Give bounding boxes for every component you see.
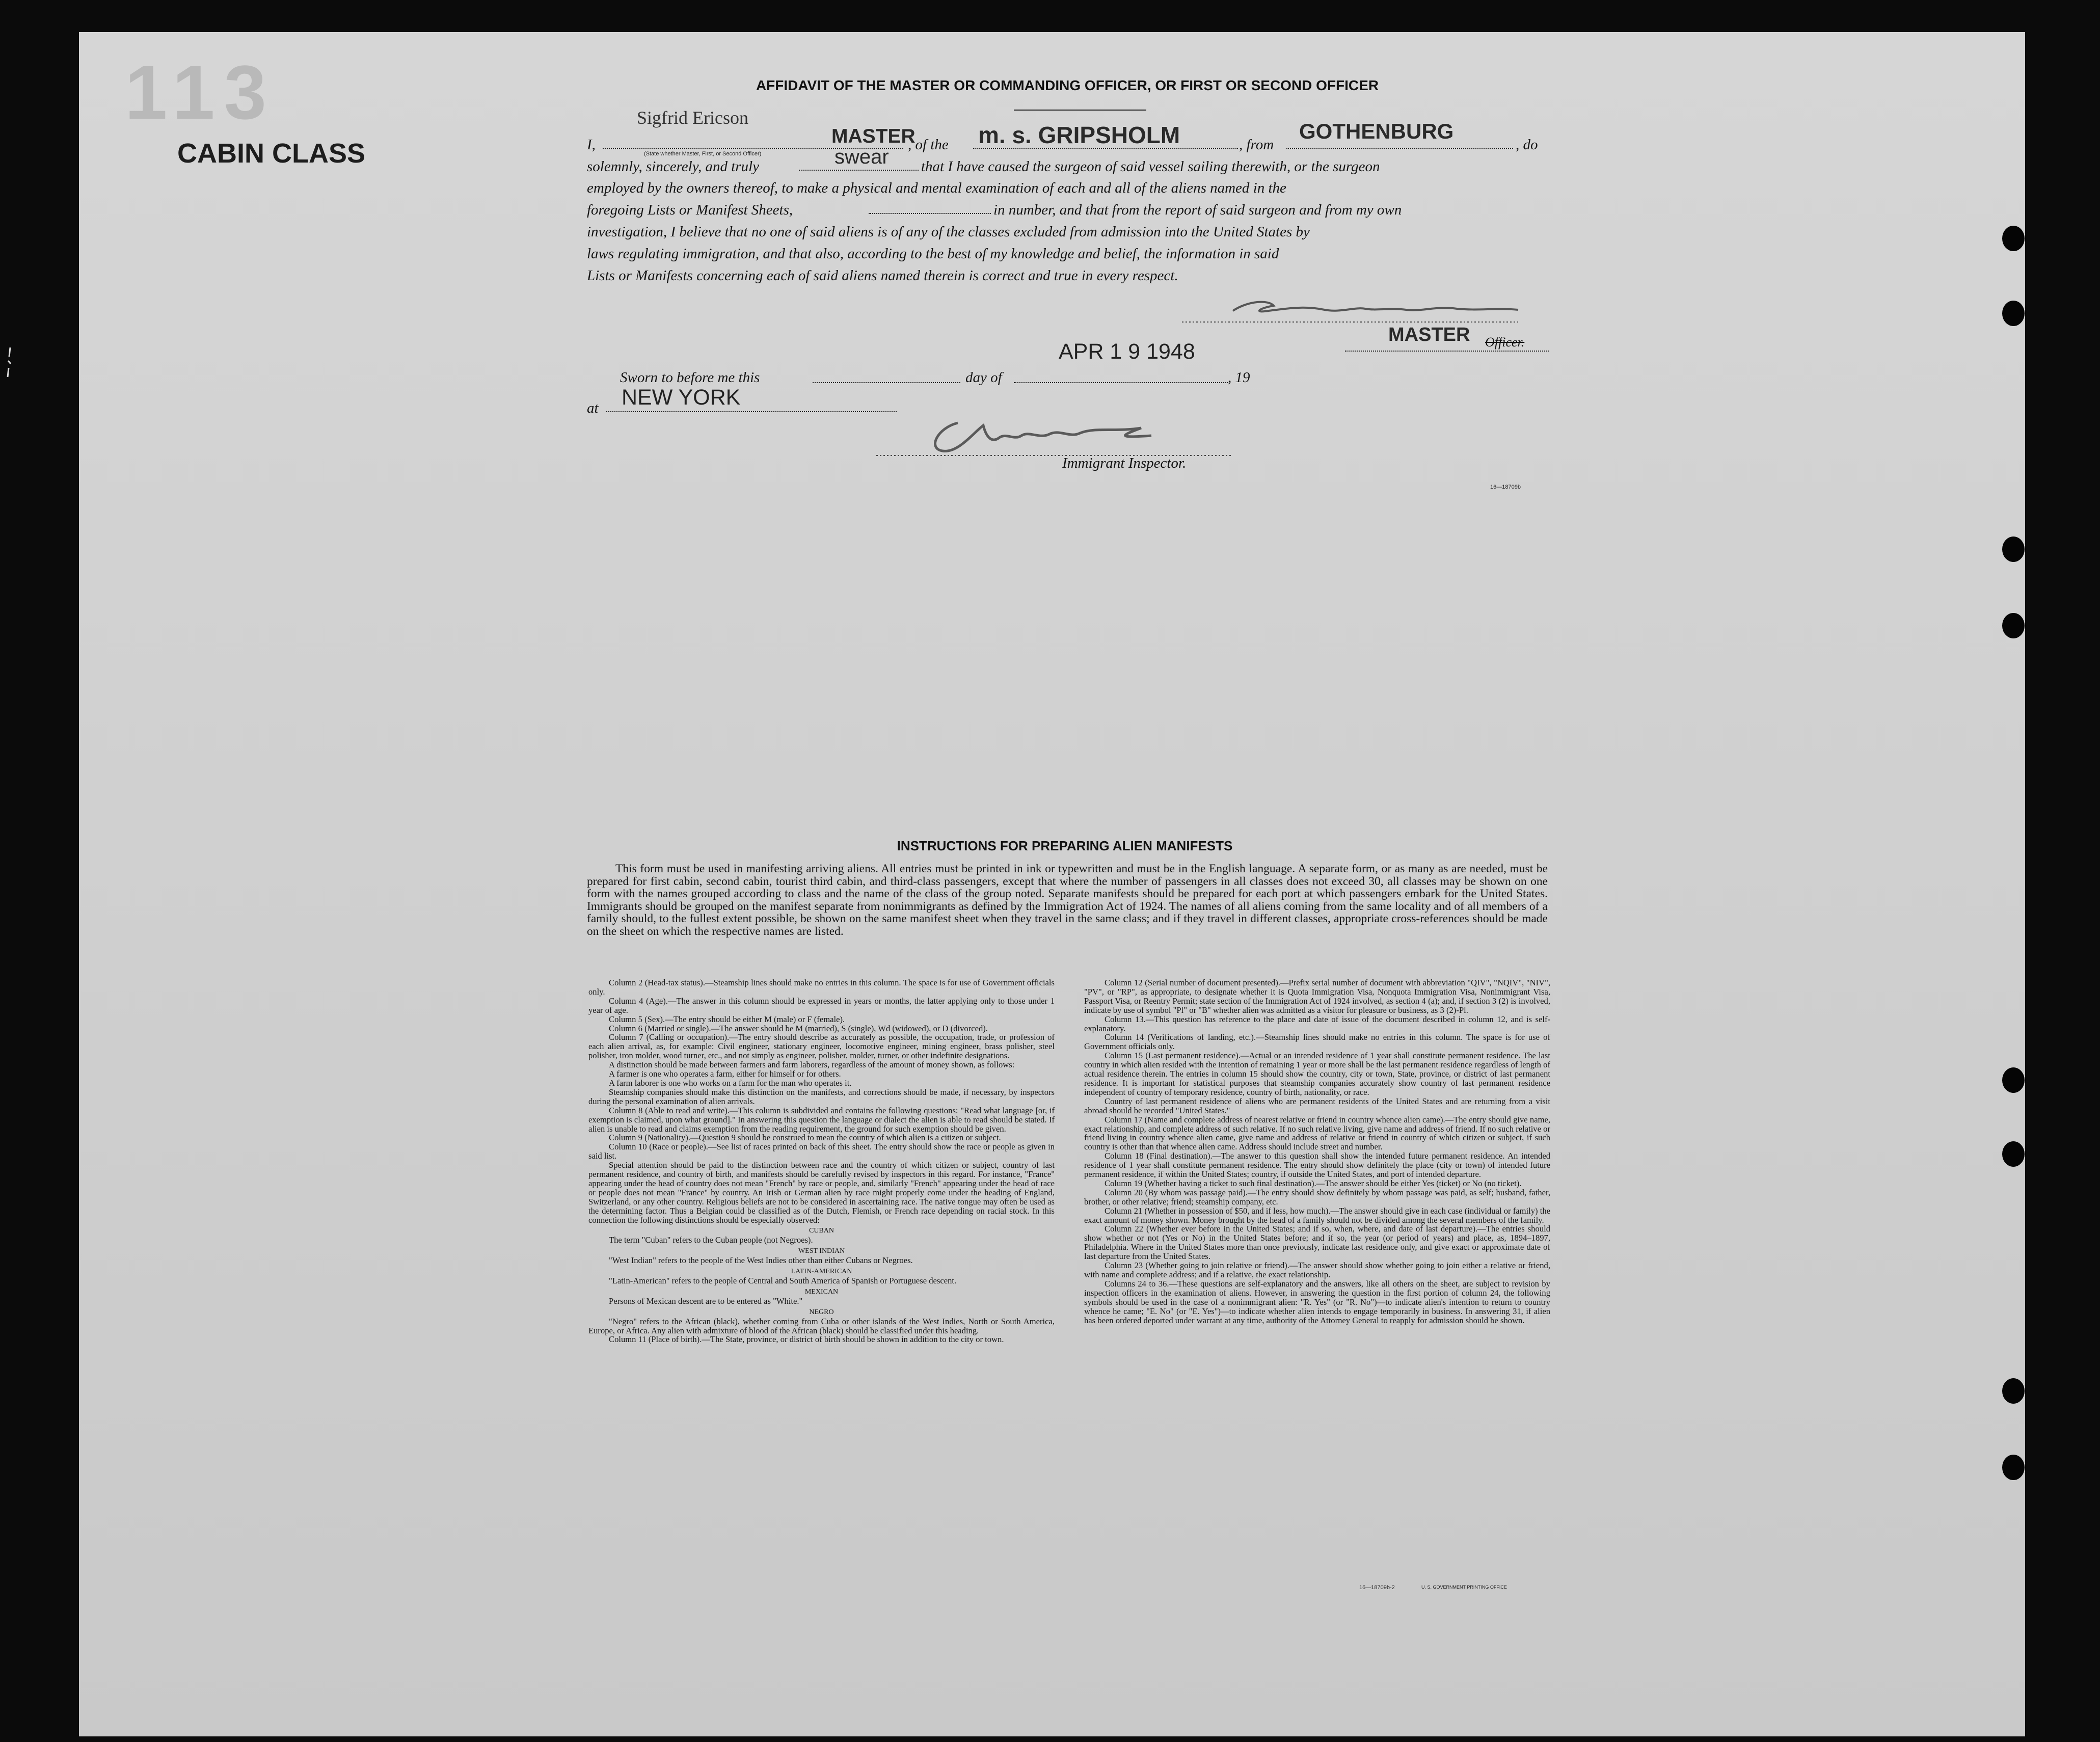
punch-hole [2002,226,2025,251]
instruction-paragraph: Column 14 (Verifications of landing, etc.).—Steamship lines should make no entries in this column. The space is for use of Government officials only. [1084,1032,1550,1052]
month-line [1014,382,1228,383]
instruction-paragraph: Column 19 (Whether having a ticket to such final destination).—The answer should be either Yes (ticket) or No (no ticket). [1105,1178,1522,1188]
date-stamp: APR 1 9 1948 [1059,339,1195,364]
instruction-paragraph: Column 7 (Calling or occupation).—The entry should describe as accurately as possible, the occupation, trade, or profession of each alien arrival, as, for example: Civil engineer, stationary engineer, locomotive engineer, mining engineer, brass polisher, steel polisher, iron molder, wood turner, etc., and not simply as engineer, polisher, molder, turner, or other indefinite designations. [588,1032,1055,1061]
at-text: at [587,400,599,416]
punch-hole [2002,537,2025,562]
port-line [1286,148,1513,149]
instruction-paragraph: Column 12 (Serial number of document presented).—Prefix serial number of document with abbreviation "QIV", "NQIV", "NIV", "PV", or "RP", as appropriate, to designate whether it is Quota Immigration Visa, Nonquota Immigration Visa, Nonimmigrant Visa, Passport Visa, or Reentry Permit; state section of the Immigration Act of 1924 involved, as section 4 (a); and, if section 3 (2) is involved, indicate by use of symbol "Pl" or "B" whether alien was admitted as a visitor for pleasure or business, as 3 (2)-Pl. [1084,978,1550,1015]
oath-line [799,170,919,171]
section-heading: NEGRO [809,1308,834,1316]
day-of-text: day of [965,369,1002,386]
punch-hole [2002,1141,2025,1167]
instruction-paragraph: Column 21 (Whether in possession of $50, and if less, how much).—The answer should give in each case (individual or family) the exact amount of money shown. Money brought by the head of a family should not be divided among the several members of the family. [1084,1205,1550,1225]
punch-hole [2002,1378,2025,1404]
instruction-paragraph: Column 2 (Head-tax status).—Steamship lines should make no entries in this column. The space is for use of Government officials only. [588,978,1055,997]
instruction-paragraph: Column 13.—This question has reference to the place and date of issue of the document described in column 12, and is self-explanatory. [1084,1014,1550,1033]
year-text: , 19 [1228,369,1250,386]
instruction-paragraph: "West Indian" refers to the people of the West Indies other than either Cubans or Negroes. [609,1255,913,1266]
affidavit-line-2a: solemnly, sincerely, and truly [587,158,760,175]
instruction-paragraph: Columns 24 to 36.—These questions are self-explanatory and the answers, like all others on the sheet, are subject to revision by inspection officers in the examination of aliens. However, in answering the question in the first portion of column 24, the following symbols should be used in the case of a nonimmigrant alien: "R. Yes" (or "R. No")—to indicate alien's intention to return to country whence he came; "E. No" (or "E. Yes")—to indicate whether alien intends to engage temporarily in business. In answering 31, if alien has been ordered deported under warrant at any time, authority of the Attorney General to reapply for admission should be shown. [1084,1278,1550,1325]
instructions-title: INSTRUCTIONS FOR PREPARING ALIEN MANIFESTS [897,838,1233,853]
section-heading: CUBAN [809,1227,834,1235]
instruction-paragraph: "Latin-American" refers to the people of Central and South America of Spanish or Portuguese descent. [609,1276,957,1285]
form-code: 16—18709b [1490,484,1521,490]
instruction-paragraph: Column 15 (Last permanent residence).—Actual or an intended residence of 1 year shall constitute permanent residence. The last country in which alien resided with the intention of remaining 1 year or more shall be the last permanent residence regardless of length of actual residence therein. The entries in column 15 should show the country, city or town, State, province, or district of last permanent residence. It is important for statistical purposes that steamship companies accurately show country of last permanent residence independent of country of temporary residence, country of birth, nationality, or race. [1084,1051,1550,1097]
instruction-paragraph: Country of last permanent residence of aliens who are permanent residents of the United States and are returning from a visit abroad should be recorded "United States." [1084,1096,1550,1115]
instruction-paragraph: The term "Cuban" refers to the Cuban people (not Negroes). [609,1235,813,1245]
oath-word: swear [834,146,889,168]
officer-name: Sigfrid Ericson [637,108,748,128]
margin-mark [6,346,13,382]
affidavit-title: AFFIDAVIT OF THE MASTER OR COMMANDING OFFICER, OR FIRST OR SECOND OFFICER [756,77,1379,93]
sworn-text: Sworn to before me this [620,369,760,386]
section-heading: LATIN-AMERICAN [791,1268,852,1276]
punch-hole [2002,1455,2025,1480]
affidavit-line-4a: foregoing Lists or Manifest Sheets, [587,202,793,218]
page-number: 113 [125,49,276,135]
section-heading: WEST INDIAN [798,1247,845,1255]
instruction-paragraph: Persons of Mexican descent are to be entered as "White." [609,1296,803,1306]
instruction-paragraph: Column 22 (Whether ever before in the United States; and if so, when, where, and date of last departure).—The entries should show whether or not (Yes or No) in the United States before; and if so, the year (or period of years) and place, as, 1894–1897, Philadelphia. Where in the United States more than once previously, indicate last residence only, and give exact or approximate date of last departure from the United States. [1084,1224,1550,1262]
from-text: , from [1239,137,1274,153]
place-line [606,411,897,412]
section-heading: MEXICAN [804,1288,839,1296]
affidavit-line-2b: that I have caused the surgeon of said vessel sailing therewith, or the surgeon [921,158,1380,175]
footer-form-code: 16—18709b-2 [1359,1585,1395,1591]
instruction-paragraph: Steamship companies should make this distinction on the manifests, and corrections should be made, if necessary, by inspectors during the personal examination of alien arrivals. [588,1087,1055,1106]
signature-title: MASTER [1388,324,1470,345]
rank-note: (State whether Master, First, or Second Officer) [644,151,762,157]
punch-hole [2002,1067,2025,1093]
departure-port: GOTHENBURG [1299,119,1454,143]
instruction-paragraph: A distinction should be made between farmers and farm laborers, regardless of the amount of money shown, as follows: [609,1060,1015,1070]
instruction-paragraph: Column 6 (Married or single).—The answer should be M (married), S (single), Wd (widowed), or D (divorced). [609,1023,988,1033]
vessel-name: m. s. GRIPSHOLM [978,122,1180,148]
instructions-intro: This form must be used in manifesting arriving aliens. All entries must be printed in ink or typewritten and must be in the English language. A separate form, or as many as are needed, must be prepared for first cabin, second cabin, tourist third cabin, and third-class passengers, except that where the number of passengers in all classes does not exceed 30, all classes may be shown on one form with the names grouped according to class and the name of the class of the group noted. Separate manifests should be prepared for each port at which passengers embark for the United States. Immigrants should be grouped on the manifest separate from nonimmigrants as defined by the Immigration Act of 1924. The names of all aliens coming from the same locality and of all members of a family should, to the fullest extent possible, be shown on the same manifest sheet when they travel in the same class; and if they travel in different classes, appropriate cross-references should be made on the sheet on which the respective names are listed. [587,862,1548,938]
day-line [813,382,960,383]
instruction-paragraph: Column 4 (Age).—The answer in this column should be expressed in years or months, the latter applying only to those under 1 year of age. [588,996,1055,1015]
instruction-paragraph: Special attention should be paid to the distinction between race and the country of which citizen or subject, country of last permanent residence, and country of birth, and manifests should be carefully revised by inspectors in this regard. For instance, "France" appearing under the head of country does not mean "French" by race or people, and, similarly "French" appearing under the head of race or people does not mean "France" by country. An Irish or German alien by race might properly come under the heading of England, Switzerland, or any other country. Religious beliefs are not to be considered in ascertaining race. The native tongue may often be used as the determining factor. Thus a Belgian could be classified as of the Dutch, Flemish, or French race depending on racial stock. In this connection the following distinctions should be especially observed: [588,1160,1055,1225]
instructions-right-column [1084,978,1550,1325]
punch-hole [2002,613,2025,638]
cabin-class-label: CABIN CLASS [177,138,366,169]
instructions-left-column [588,978,1055,1344]
instruction-paragraph: Column 11 (Place of birth).—The State, province, or district of birth should be shown in addition to the city or town. [609,1334,1004,1345]
title-line [1345,351,1549,352]
rank-typed: MASTER [831,125,916,147]
affidavit-line-3: employed by the owners thereof, to make a physical and mental examination of each and all of the aliens named in the [587,180,1286,196]
master-signature [1172,290,1528,331]
instruction-paragraph: Column 17 (Name and complete address of nearest relative or friend in country whence alien came).—The entry should give name, exact relationship, and complete address of such relative. If no such relative living, give name and address of friend. If no such relative or friend living in country whence alien came, give name and address of relative or friend in country of which citizen or subject, if such country is other than that whence alien came. Address should include street and number. [1084,1114,1550,1152]
affidavit-line-6: laws regulating immigration, and that also, according to the best of my knowledge and belief, the information in said [587,246,1279,262]
footer-printing-office: U. S. GOVERNMENT PRINTING OFFICE [1421,1585,1507,1590]
affidavit-i: I, [587,137,596,153]
instruction-paragraph: Column 20 (By whom was passage paid).—The entry should show definitely by whom passage was paid, as self; husband, father, brother, or other relative; friend; steamship company, etc. [1084,1187,1550,1207]
of-the-text: , of the [908,137,949,153]
officer-struck: Officer. [1485,335,1525,350]
count-line [869,213,991,214]
instruction-list-item: A farmer is one who operates a farm, either for himself or for others. [609,1069,841,1079]
instruction-paragraph: Column 8 (Able to read and write).—This column is subdivided and contains the following questions: "Read what language [or, if exemption is claimed, upon what ground]." In answering this question the language or dialect the alien is able to read should be stated. If alien is unable to read and claims exemption from the reading requirement, the ground for such exemption should be given. [588,1105,1055,1134]
instruction-paragraph: "Negro" refers to the African (black), whether coming from Cuba or other islands of the West Indies, North or South America, Europe, or Africa. Any alien with admixture of blood of the African (black) should be classified under this heading. [588,1316,1055,1335]
instruction-paragraph: Column 9 (Nationality).—Question 9 should be construed to mean the country of which alien is a citizen or subject. [609,1133,1001,1143]
inspector-label: Immigrant Inspector. [1062,455,1187,471]
title-divider [1014,110,1146,111]
affidavit-line-7: Lists or Manifests concerning each of said aliens named therein is correct and true in every respect. [587,267,1178,284]
affidavit-line-5: investigation, I believe that no one of said aliens is of any of the classes excluded from admission into the United States by [587,224,1310,240]
punch-hole [2002,301,2025,326]
do-text: , do [1516,137,1538,153]
instruction-list-item: A farm laborer is one who works on a farm for the man who operates it. [609,1078,852,1088]
instruction-paragraph: Column 18 (Final destination).—The answer to this question shall show the intended future permanent residence. An intended residence of 1 year shall constitute permanent residence. The entry should show definitely the place (city or town) of intended future permanent residence, if within the United States; country, if outside the United States, and port of intended departure. [1084,1151,1550,1180]
affidavit-line-4b: in number, and that from the report of said surgeon and from my own [993,202,1402,218]
instruction-paragraph: Column 5 (Sex).—The entry should be either M (male) or F (female). [609,1014,845,1024]
instruction-paragraph: Column 23 (Whether going to join relative or friend).—The answer should show whether going to join either a relative or friend, with name and complete address; and if a relative, the exact relationship. [1084,1261,1550,1279]
instruction-paragraph: Column 10 (Race or people).—See list of races printed on back of this sheet. The entry should show the race or people as given in said list. [588,1142,1055,1161]
place: NEW YORK [622,385,741,410]
